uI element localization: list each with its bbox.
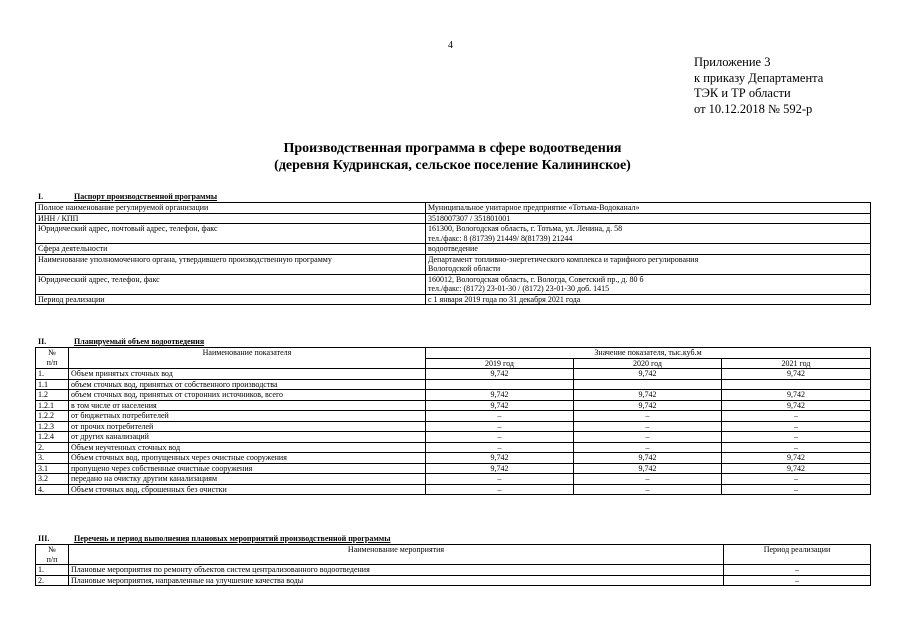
passport-value xyxy=(426,274,871,294)
section-1-title: Паспорт производственной программы xyxy=(74,192,218,201)
volume-row xyxy=(36,453,871,464)
measures-row-no: 2. xyxy=(36,575,69,586)
passport-value xyxy=(426,213,871,224)
passport-value xyxy=(426,254,871,274)
volume-header-year-2021: 2021 год xyxy=(722,358,871,369)
passport-row xyxy=(36,274,871,294)
volume-row-value: 9,742 xyxy=(722,463,871,474)
volume-header-year-2020: 2020 год xyxy=(574,358,722,369)
section-3-number: III. xyxy=(38,534,50,543)
volume-row xyxy=(36,484,871,495)
measures-header-no-line1: № xyxy=(48,545,56,554)
volume-row-value: – xyxy=(426,421,574,432)
volume-row xyxy=(36,411,871,422)
volume-row-no: 1. xyxy=(36,369,69,380)
volume-row-value xyxy=(722,379,871,390)
passport-value-line: с 1 января 2019 года по 31 декабря 2021 года xyxy=(428,294,581,304)
passport-label: Наименование уполномоченного органа, утвердившего производственную программу xyxy=(36,254,426,274)
section-1-heading xyxy=(38,192,217,202)
volume-row-value: – xyxy=(722,474,871,485)
measures-row-name: Плановые мероприятия, направленные на улучшение качества воды xyxy=(69,575,724,586)
section-2-number: II. xyxy=(38,337,47,346)
passport-value xyxy=(426,224,871,244)
volume-row-name: пропущено через собственные очистные сооружения xyxy=(69,463,426,474)
volume-row-name: от других канализаций xyxy=(69,432,426,443)
volume-header-no-line2: п/п xyxy=(46,357,58,367)
appendix-block xyxy=(694,55,823,117)
volume-row xyxy=(36,474,871,485)
volume-row-value: – xyxy=(722,442,871,453)
volume-row-name: Объем сточных вод, пропущенных через очистные сооружения xyxy=(69,453,426,464)
volume-row-value: 9,742 xyxy=(574,369,722,380)
volume-row-no: 1.1 xyxy=(36,379,69,390)
passport-label: Юридический адрес, телефон, факс xyxy=(36,274,426,294)
volume-row-no: 1.2 xyxy=(36,390,69,401)
volume-row-value: 9,742 xyxy=(574,463,722,474)
passport-table xyxy=(35,202,871,305)
volume-row xyxy=(36,442,871,453)
measures-row-period: – xyxy=(724,565,871,576)
volume-row xyxy=(36,421,871,432)
volume-row-value: 9,742 xyxy=(574,400,722,411)
appendix-line-4: от 10.12.2018 № 592-р xyxy=(694,101,813,116)
passport-value-line: Департамент топливно-энергетического комплекса и тарифного регулирования xyxy=(428,254,699,264)
volume-row xyxy=(36,400,871,411)
volume-row-value: – xyxy=(722,484,871,495)
volume-row-value: 9,742 xyxy=(426,390,574,401)
volume-row-no: 3. xyxy=(36,453,69,464)
measures-header-no-line2: п/п xyxy=(46,554,58,564)
volume-row-value: – xyxy=(426,442,574,453)
volume-header-no xyxy=(36,348,69,369)
measures-table xyxy=(35,544,871,586)
volume-row-name: Объем сточных вод, сброшенных без очистки xyxy=(69,484,426,495)
volume-header-name: Наименование показателя xyxy=(69,348,426,369)
volume-row-value: 9,742 xyxy=(426,400,574,411)
measures-row xyxy=(36,565,871,576)
passport-value-line: 161300, Вологодская область, г. Тотьма, ул. Ленина, д. 58 xyxy=(428,224,623,233)
passport-label: ИНН / КПП xyxy=(36,213,426,224)
appendix-line-2: к приказу Департамента xyxy=(694,70,824,85)
passport-value-line: 160012, Вологодская область, г. Вологда, Советский пр., д. 80 б xyxy=(428,274,644,284)
passport-value-line: водоотведение xyxy=(428,244,478,253)
volume-row-value: – xyxy=(574,421,722,432)
volume-row-value: – xyxy=(722,432,871,443)
volume-row-value: – xyxy=(574,474,722,485)
passport-value-line: 3518007307 / 351801001 xyxy=(428,213,511,223)
volume-row-value: 9,742 xyxy=(426,369,574,380)
volume-row-no: 1.2.2 xyxy=(36,411,69,422)
measures-row xyxy=(36,575,871,586)
volume-row xyxy=(36,390,871,401)
volume-row-value: 9,742 xyxy=(722,390,871,401)
volume-row xyxy=(36,379,871,390)
volume-row-name: Объем неучтенных сточных вод xyxy=(69,442,426,453)
volume-row-value: – xyxy=(426,484,574,495)
volume-row-value: 9,742 xyxy=(426,463,574,474)
measures-header-name: Наименование мероприятия xyxy=(69,545,724,565)
volume-row-no: 3.1 xyxy=(36,463,69,474)
passport-value xyxy=(426,294,871,305)
volume-row xyxy=(36,432,871,443)
section-2-title: Планируемый объем водоотведения xyxy=(74,337,205,346)
passport-row xyxy=(36,294,871,305)
volume-row-name: в том числе от населения xyxy=(69,400,426,411)
passport-value-line-2: тел./факс: (8172) 23-01-30 / (8172) 23-01-30 доб. 1415 xyxy=(428,284,610,293)
volume-header-no-line1: № xyxy=(48,348,56,357)
volume-row-value: – xyxy=(722,411,871,422)
volume-row-value: – xyxy=(426,432,574,443)
section-2-heading xyxy=(38,337,204,347)
passport-value-line-2: тел./факс: 8 (81739) 21449/ 8(81739) 21244 xyxy=(428,233,573,243)
passport-row xyxy=(36,203,871,214)
volume-row-value: 9,742 xyxy=(722,400,871,411)
volume-row-no: 1.2.3 xyxy=(36,421,69,432)
passport-label: Полное наименование регулируемой организации xyxy=(36,203,426,214)
measures-row-name: Плановые мероприятия по ремонту объектов систем централизованного водоотведения xyxy=(69,565,724,576)
volume-row-no: 4. xyxy=(36,484,69,495)
measures-header-no xyxy=(36,545,69,565)
volume-row-value: 9,742 xyxy=(426,453,574,464)
passport-label: Юридический адрес, почтовый адрес, телефон, факс xyxy=(36,224,426,244)
measures-header-period: Период реализации xyxy=(724,545,871,565)
volume-row-no: 2. xyxy=(36,442,69,453)
section-3-title: Перечень и период выполнения плановых мероприятий производственной программы xyxy=(74,534,391,543)
passport-value-line-2: Вологодской области xyxy=(428,264,501,273)
volume-row-value: 9,742 xyxy=(574,390,722,401)
volume-row-value: 9,742 xyxy=(722,369,871,380)
volume-row-no: 3.2 xyxy=(36,474,69,485)
volume-row-value: 9,742 xyxy=(574,453,722,464)
passport-row xyxy=(36,254,871,274)
passport-label: Период реализации xyxy=(36,294,426,305)
passport-row xyxy=(36,213,871,224)
volume-row xyxy=(36,369,871,380)
volume-row-name: от бюджетных потребителей xyxy=(69,411,426,422)
volume-row-value: 9,742 xyxy=(722,453,871,464)
volume-table xyxy=(35,347,871,495)
passport-value-line: Муниципальное унитарное предприятие «Тотьма-Водоканал» xyxy=(428,203,640,212)
volume-row xyxy=(36,463,871,474)
volume-row-value: – xyxy=(574,411,722,422)
volume-row-name: от прочих потребителей xyxy=(69,421,426,432)
volume-row-no: 1.2.4 xyxy=(36,432,69,443)
volume-row-name: передано на очистку другим канализациям xyxy=(69,474,426,485)
volume-row-value: – xyxy=(574,432,722,443)
passport-value xyxy=(426,203,871,214)
document-title-line-2: (деревня Кудринская, сельское поселение Калининское) xyxy=(274,158,631,173)
measures-row-period: – xyxy=(724,575,871,586)
volume-row-name: Объем принятых сточных вод xyxy=(69,369,426,380)
volume-row-no: 1.2.1 xyxy=(36,400,69,411)
volume-row-name: объем сточных вод, принятых от собственного производства xyxy=(69,379,426,390)
volume-header-value-group: Значение показателя, тыс.куб.м xyxy=(426,348,871,359)
volume-row-value xyxy=(426,379,574,390)
appendix-line-3: ТЭК и ТР области xyxy=(694,86,791,100)
volume-row-value: – xyxy=(722,421,871,432)
volume-row-value: – xyxy=(574,484,722,495)
passport-row xyxy=(36,244,871,255)
volume-row-value: – xyxy=(574,442,722,453)
measures-row-no: 1. xyxy=(36,565,69,576)
volume-row-name: объем сточных вод, принятых от сторонних источников, всего xyxy=(69,390,426,401)
volume-row-value xyxy=(574,379,722,390)
section-1-number: I. xyxy=(38,192,44,201)
passport-label: Сфера деятельности xyxy=(36,244,426,255)
document-title-line-1: Производственная программа в сфере водоотведения xyxy=(283,141,622,156)
page-number: 4 xyxy=(448,40,453,51)
section-3-heading xyxy=(38,534,390,544)
passport-value xyxy=(426,244,871,255)
volume-header-year-2019: 2019 год xyxy=(426,358,574,369)
volume-row-value: – xyxy=(426,411,574,422)
appendix-line-1: Приложение 3 xyxy=(694,55,771,69)
passport-row xyxy=(36,224,871,244)
volume-row-value: – xyxy=(426,474,574,485)
